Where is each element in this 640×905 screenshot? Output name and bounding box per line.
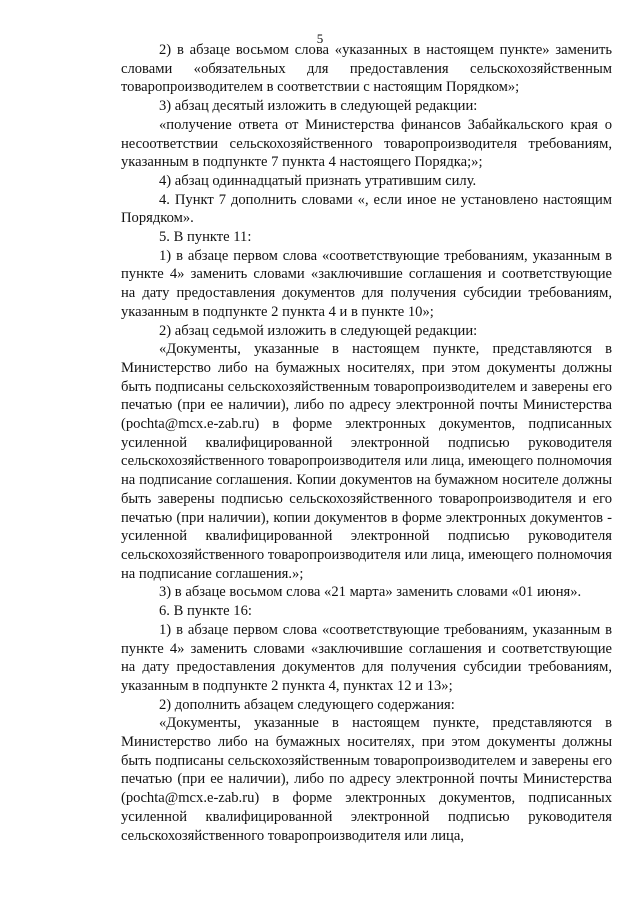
paragraph: 1) в абзаце первом слова «соответствующие требованиям, указанным в пункте 4» заменить словами «заключившие соглашения и соответствующие на дату предоставления документов для получения субсидии требованиям, указанным в подпункте 2 пункта 4, пунктах 12 и 13»; — [121, 621, 612, 694]
paragraph: 2) дополнить абзацем следующего содержания: — [159, 696, 455, 713]
paragraph: «получение ответа от Министерства финансов Забайкальского края о несоответствии сельскохозяйственного товаропроизводителя требованиям, указанным в подпункте 7 пункта 4 настоящего Порядка;»; — [121, 116, 612, 171]
paragraph: 2) абзац седьмой изложить в следующей редакции: — [159, 322, 478, 339]
paragraph: «Документы, указанные в настоящем пункте, представляются в Министерство либо на бумажных носителях, при этом документы должны быть подписаны сельскохозяйственным товаропроизводителем и заверены его печатью (при ее наличии), либо по адресу электронной почты Министерства (pochta@mcx.e-zab.ru) в форме электронных документов, подписанных усиленной квалифицированной электронной подписью руководителя сельскохозяйственного товаропроизводителя или лица, имеющего полномочия на подписание соглашения. Копии документов на бумажном носителе должны быть заверены подписью сельскохозяйственного товаропроизводителя и его печатью (при наличии), копии документов в форме электронных документов - усиленной квалифицированной электронной подписью руководителя сельскохозяйственного товаропроизводителя или лица, имеющего полномочия на подписание соглашения.»; — [121, 341, 612, 582]
paragraph: 4. Пункт 7 дополнить словами «, если иное не установлено настоящим Порядком». — [121, 191, 612, 227]
paragraph: 3) абзац десятый изложить в следующей редакции: — [159, 98, 478, 115]
paragraph: 5. В пункте 11: — [159, 229, 252, 246]
paragraph: 2) в абзаце восьмом слова «указанных в настоящем пункте» заменить словами «обязательных для предоставления сельскохозяйственным товаропроизводителем в соответствии с настоящим Порядком»; — [121, 42, 612, 96]
paragraph: «Документы, указанные в настоящем пункте, представляются в Министерство либо на бумажных носителях, при этом документы должны быть подписаны сельскохозяйственным товаропроизводителем и заверены его печатью (при ее наличии), либо по адресу электронной почты Министерства (pochta@mcx.e-zab.ru) в форме электронных документов, подписанных усиленной квалифицированной электронной подписью руководителя сельскохозяйственного товаропроизводителя или лица, — [121, 715, 612, 844]
paragraph: 4) абзац одиннадцатый признать утратившим силу. — [159, 172, 477, 189]
paragraph: 1) в абзаце первом слова «соответствующие требованиям, указанным в пункте 4» заменить словами «заключившие соглашения и соответствующие на дату предоставления документов для получения субсидии требованиям, указанным в подпункте 2 пункта 4 и в пункте 10»; — [121, 247, 612, 320]
paragraph: 3) в абзаце восьмом слова «21 марта» заменить словами «01 июня». — [159, 584, 582, 601]
document-body — [121, 41, 612, 845]
page-number: 5 — [316, 31, 324, 46]
paragraph: 6. В пункте 16: — [159, 603, 252, 620]
